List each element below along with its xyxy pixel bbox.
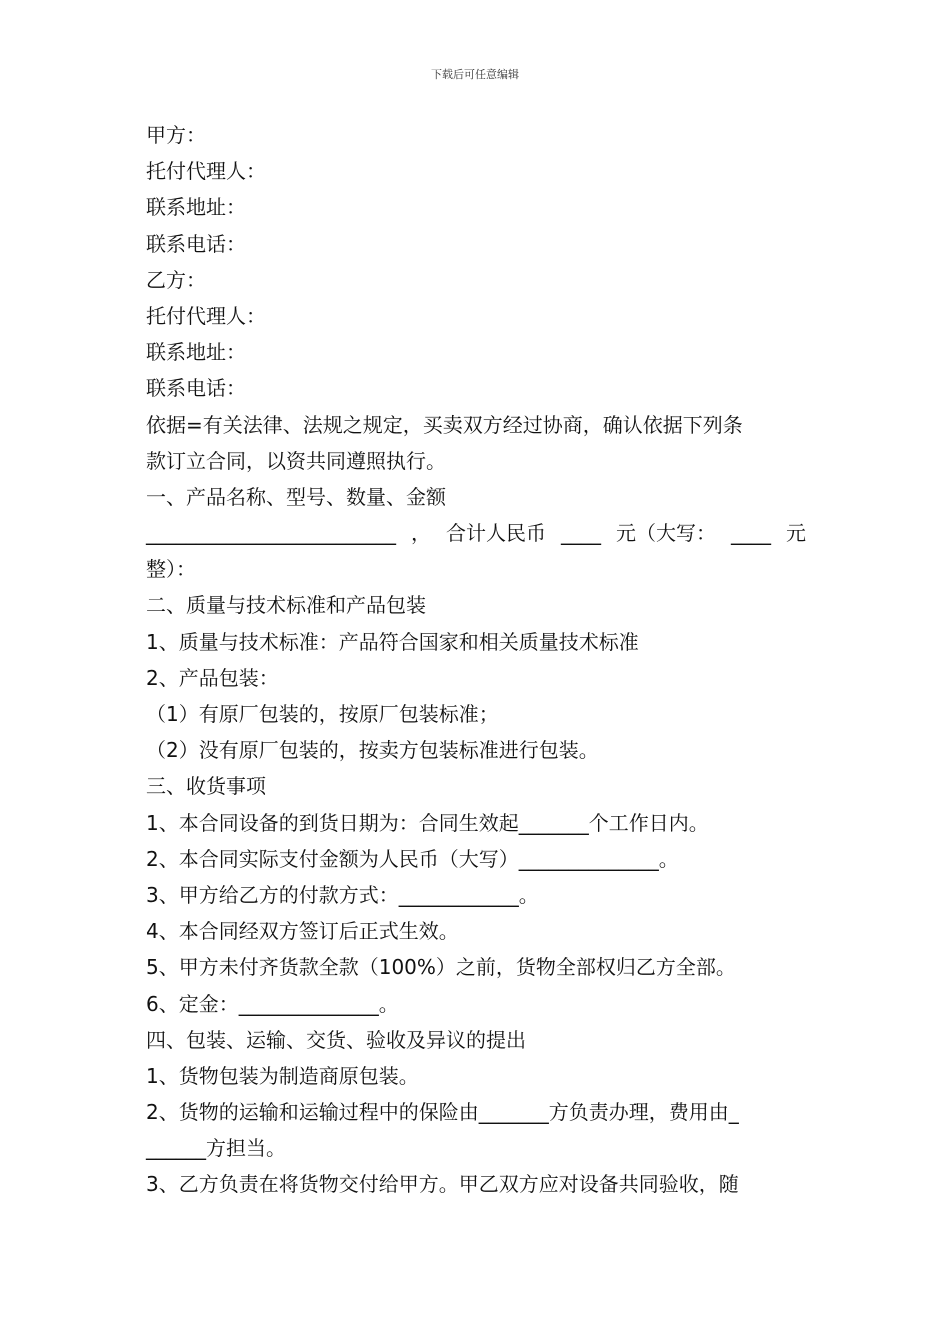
clause-3-2: 2、本合同实际支付金额为人民币（大写）______________。 — [146, 846, 679, 871]
clause-2-1: 1、质量与技术标准：产品符合国家和相关质量技术标准 — [146, 629, 639, 654]
contract-body — [146, 117, 806, 1203]
amount-line-end: 整）： — [146, 557, 196, 582]
amount-separator: ， — [411, 521, 431, 546]
party-b-agent: 托付代理人： — [146, 303, 266, 328]
clause-4-2: 2、货物的运输和运输过程中的保险由_______方负责办理，费用由_ — [146, 1100, 739, 1125]
clause-3-5: 5、甲方未付齐货款全款（100%）之前，货物全部权归乙方全部。 — [146, 955, 736, 980]
amount-line — [146, 515, 806, 551]
clause-4-2-cont: ______方担当。 — [146, 1136, 286, 1161]
page-header-note: 下载后可任意编辑 — [431, 68, 519, 81]
party-b-address: 联系地址： — [146, 340, 246, 365]
clause-3-1: 1、本合同设备的到货日期为：合同生效起_______个工作日内。 — [146, 810, 709, 835]
total-label: 合计人民币 — [446, 521, 546, 546]
clause-3-3: 3、甲方给乙方的付款方式：____________。 — [146, 882, 539, 907]
clause-4-3: 3、乙方负责在将货物交付给甲方。甲乙双方应对设备共同验收，随 — [146, 1172, 739, 1197]
clause-3-4: 4、本合同经双方签订后正式生效。 — [146, 919, 459, 944]
preamble-line-1: 依据=有关法律、法规之规定，买卖双方经过协商，确认依据下列条 — [146, 412, 743, 437]
section-1-heading: 一、产品名称、型号、数量、金额 — [146, 484, 446, 509]
capital-label: 元（大写： — [616, 521, 716, 546]
party-b-label: 乙方： — [146, 267, 206, 292]
section-4-heading: 四、包装、运输、交货、验收及异议的提出 — [146, 1027, 526, 1052]
clause-3-6: 6、定金：______________。 — [146, 991, 399, 1016]
yuan-end: 元 — [786, 521, 806, 546]
capital-blank: ____ — [731, 521, 771, 546]
product-blank: _________________________ — [146, 521, 396, 546]
yuan-blank: ____ — [561, 521, 601, 546]
section-2-heading: 二、质量与技术标准和产品包装 — [146, 593, 426, 618]
party-b-phone: 联系电话： — [146, 376, 246, 401]
clause-2-2: 2、产品包装： — [146, 665, 279, 690]
party-a-phone: 联系电话： — [146, 231, 246, 256]
section-3-heading: 三、收货事项 — [146, 774, 266, 799]
party-a-address: 联系地址： — [146, 195, 246, 220]
party-a-agent: 托付代理人： — [146, 159, 266, 184]
clause-2-2-a: （1）有原厂包装的，按原厂包装标准； — [146, 702, 499, 726]
party-a-label: 甲方： — [146, 123, 206, 147]
clause-4-1: 1、货物包装为制造商原包装。 — [146, 1063, 419, 1088]
clause-2-2-b: （2）没有原厂包装的，按卖方包装标准进行包装。 — [146, 738, 599, 763]
preamble-line-2: 款订立合同，以资共同遵照执行。 — [146, 448, 446, 473]
